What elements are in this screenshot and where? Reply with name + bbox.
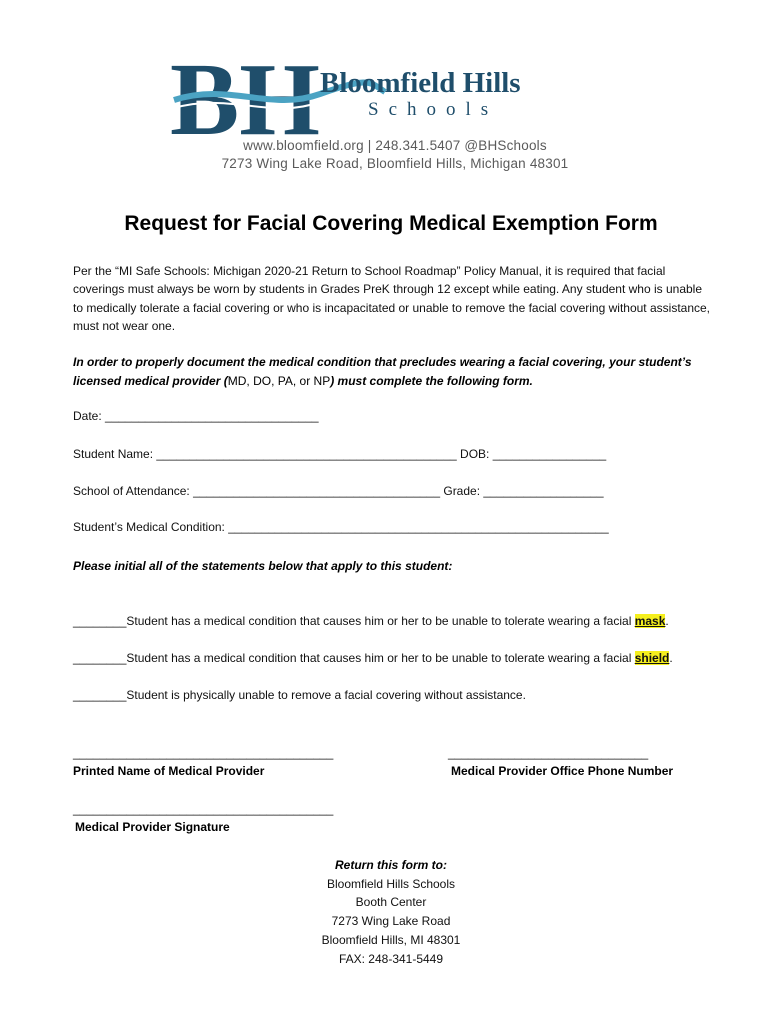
return-line-org: Bloomfield Hills Schools [326,876,456,891]
return-line-city: Bloomfield Hills, MI 48301 [321,932,461,947]
return-line-building: Booth Center [355,895,427,910]
provider-instruction [73,353,713,390]
instruction-part-c: ) must complete the following form. [330,373,533,388]
intro-paragraph: Per the “MI Safe Schools: Michigan 2020-21 Return to School Roadmap” Policy Manual, it is required that facial coverings must always be worn by students in Grades PreK through 12 except while eating. Any student who is unable to medically tolerate a facial covering or who is incapacitated or unable to remove the facial covering without assistance, must not wear one. [73,264,711,333]
statement-end: . [669,651,673,665]
return-title: Return this form to: [335,858,447,872]
statement-text: Student has a medical condition that causes him or her to be unable to tolerate wearing a facial [126,614,635,628]
return-address [0,856,770,968]
instruction-credentials: MD, DO, PA, or NP [227,373,331,388]
school-logo [170,42,560,142]
statement-end: . [665,614,669,628]
phone-number-line[interactable]: ______________________________ [448,746,649,760]
statement-assistance[interactable] [73,688,526,702]
school-grade-field[interactable]: School of Attendance: _____________________________________ Grade: __________________ [73,484,604,498]
phone-number-label: Medical Provider Office Phone Number [451,764,674,778]
highlight-shield: shield [634,651,670,665]
student-name-dob-field[interactable]: Student Name: _____________________________________________ DOB: _________________ [73,447,607,461]
date-field[interactable]: Date: ________________________________ [73,409,319,423]
return-line-street: 7273 Wing Lake Road [331,914,451,929]
highlight-mask: mask [634,614,666,628]
medical-condition-field[interactable]: Student’s Medical Condition: _________________________________________________________ [73,520,609,534]
initial-blank[interactable]: ________ [73,614,127,628]
logo-letter-b: BH [170,42,320,142]
signature-line[interactable]: _______________________________________ [73,802,334,816]
initial-blank[interactable]: ________ [73,651,127,665]
bh-logo-mark [170,42,560,142]
return-line-fax: FAX: 248-341-5449 [338,951,444,966]
instruction-part-a: In order to properly document the medical condition that precludes wearing a facial covering, your student’s licensed medical provider ( [73,355,692,388]
logo-name-line2: Schools [368,99,499,120]
logo-contact-line2: 7273 Wing Lake Road, Bloomfield Hills, Michigan 48301 [221,156,569,171]
initial-blank[interactable]: ________ [73,688,127,702]
initial-instructions: Please initial all of the statements below that apply to this student: [73,559,453,573]
printed-name-label: Printed Name of Medical Provider [73,764,265,778]
form-title: Request for Facial Covering Medical Exemption Form [124,212,658,235]
printed-name-line[interactable]: _______________________________________ [73,746,334,760]
logo-contact-line1: www.bloomfield.org | 248.341.5407 @BHSchools [243,138,547,153]
statement-text: Student is physically unable to remove a facial covering without assistance. [126,688,526,702]
signature-label: Medical Provider Signature [75,820,230,834]
statement-shield[interactable] [73,651,673,665]
statement-mask[interactable] [73,614,669,628]
logo-name-line1: Bloomfield Hills [320,67,521,99]
statement-text: Student has a medical condition that causes him or her to be unable to tolerate wearing a facial [126,651,635,665]
